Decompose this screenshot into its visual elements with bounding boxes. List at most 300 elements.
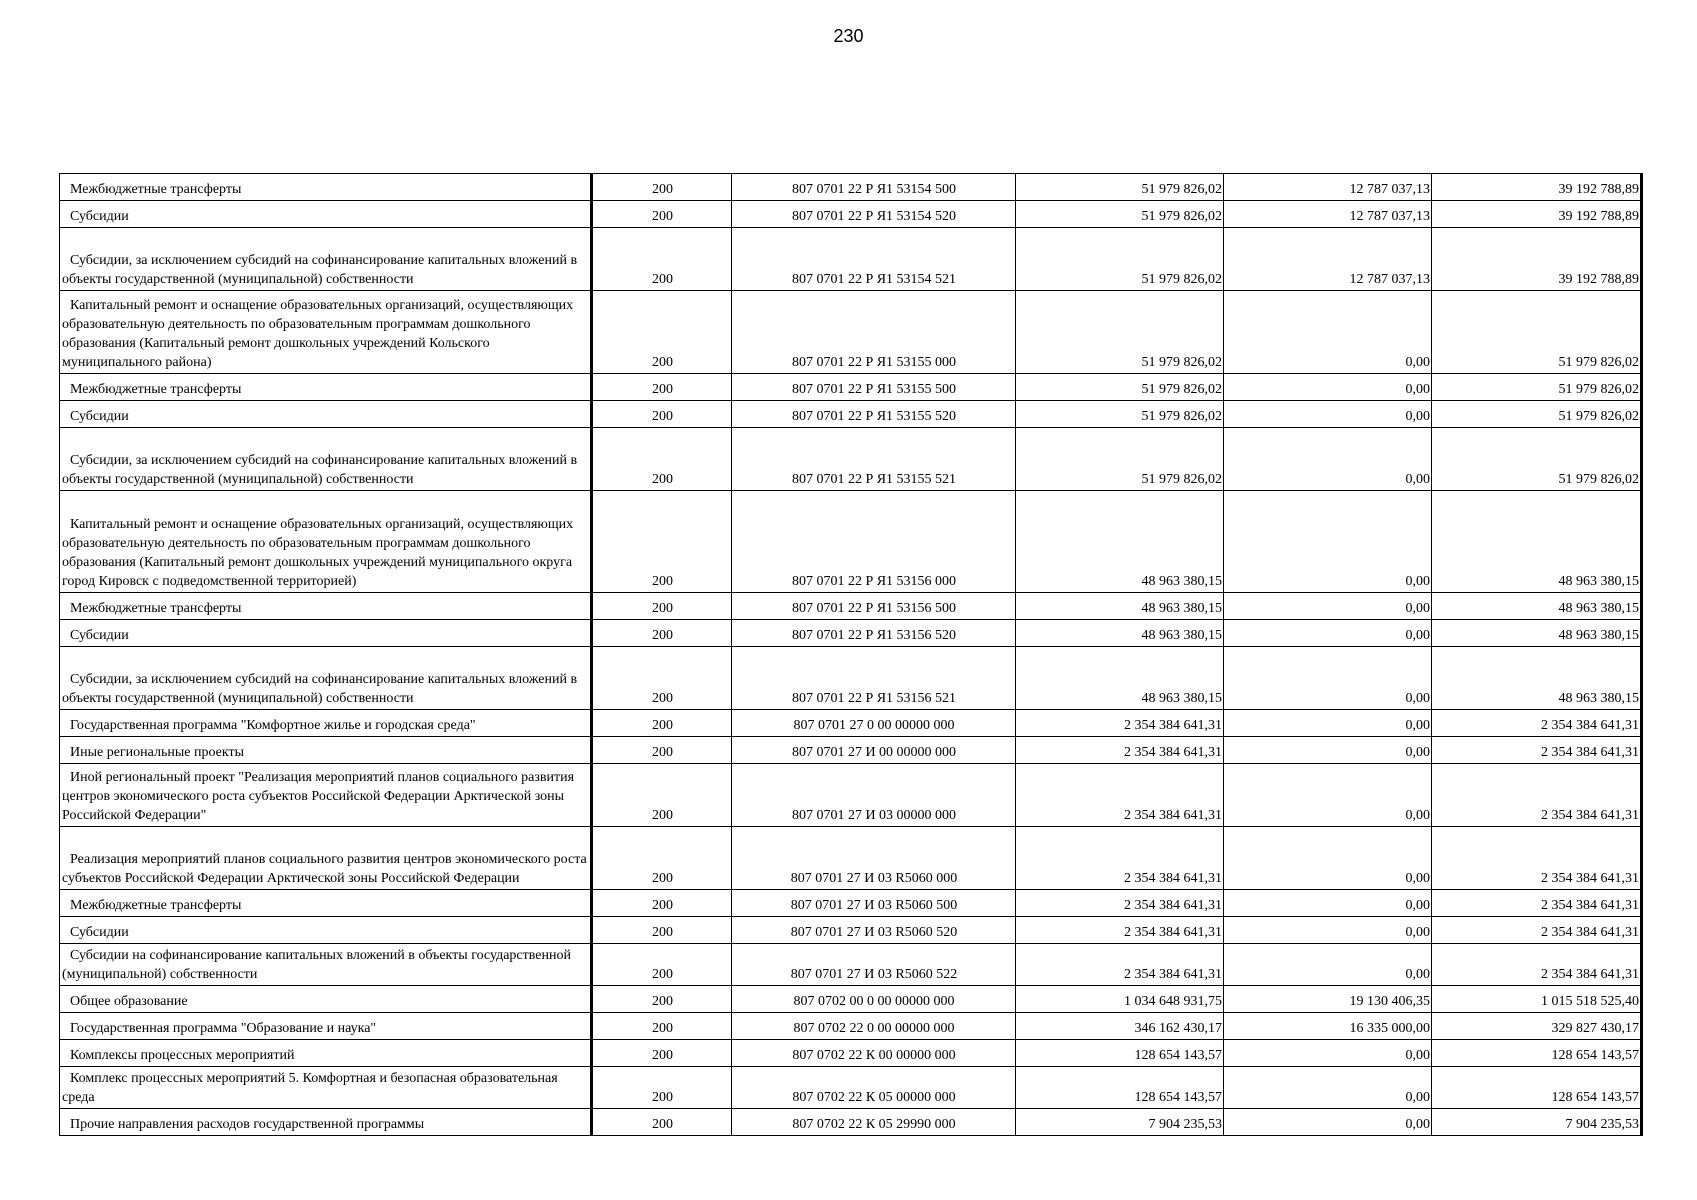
row-code-cell — [592, 201, 732, 228]
row-classification-code: 807 0701 22 Р Я1 53154 521 — [791, 272, 957, 287]
row-name: Субсидии — [70, 925, 129, 940]
row-amount-total: 2 354 384 641,31 — [1124, 808, 1222, 823]
row-classification-code: 807 0702 22 0 00 00000 000 — [793, 1021, 955, 1036]
row-code: 200 — [652, 1117, 673, 1132]
row-amount-third: 2 354 384 641,31 — [1541, 718, 1639, 733]
row-classification-code-cell — [732, 890, 1016, 917]
row-code: 200 — [652, 808, 673, 823]
row-amount-second-cell — [1224, 737, 1432, 764]
table-row — [60, 917, 1642, 944]
row-classification-code: 807 0701 22 Р Я1 53156 521 — [791, 691, 957, 706]
row-classification-code: 807 0701 22 Р Я1 53155 520 — [791, 409, 957, 424]
row-classification-code-cell — [732, 944, 1016, 986]
row-amount-second-cell — [1224, 827, 1432, 890]
row-amount-third: 2 354 384 641,31 — [1541, 925, 1639, 940]
table-row — [60, 291, 1642, 374]
row-name-cell — [60, 428, 592, 491]
table-row — [60, 764, 1642, 827]
row-classification-code: 807 0702 22 К 05 00000 000 — [792, 1090, 956, 1105]
row-amount-third-cell — [1432, 401, 1642, 428]
row-name: Иной региональный проект "Реализация мероприятий планов социального развития центров экономического роста субъектов Российской Федерации Арктической зоны Российской Федерации" — [62, 770, 575, 823]
row-amount-second-cell — [1224, 647, 1432, 710]
row-name-cell — [60, 228, 592, 291]
row-code: 200 — [652, 871, 673, 886]
row-amount-third-cell — [1432, 1013, 1642, 1040]
row-amount-third-cell — [1432, 593, 1642, 620]
row-name-cell — [60, 374, 592, 401]
row-name-cell — [60, 401, 592, 428]
row-classification-code-cell — [732, 986, 1016, 1013]
row-amount-third-cell — [1432, 174, 1642, 201]
row-classification-code-cell — [732, 1109, 1016, 1136]
table-row — [60, 647, 1642, 710]
row-classification-code: 807 0701 22 Р Я1 53155 500 — [791, 382, 957, 397]
row-classification-code-cell — [732, 174, 1016, 201]
row-name-cell — [60, 917, 592, 944]
row-amount-second: 0,00 — [1405, 1090, 1430, 1105]
table-row — [60, 201, 1642, 228]
row-amount-second-cell — [1224, 620, 1432, 647]
row-amount-third-cell — [1432, 291, 1642, 374]
row-code: 200 — [652, 745, 673, 760]
row-amount-third: 51 979 826,02 — [1558, 409, 1639, 424]
row-amount-total: 51 979 826,02 — [1141, 409, 1222, 424]
row-classification-code: 807 0701 22 Р Я1 53156 000 — [791, 574, 957, 589]
row-name: Капитальный ремонт и оснащение образовательных организаций, осуществляющих образовательную деятельность по образовательным программам дошкольного образования (Капитальный ремонт дошкольных учреждений Кольского муниципального района) — [62, 298, 574, 370]
row-amount-total-cell — [1016, 1040, 1224, 1067]
row-amount-second-cell — [1224, 986, 1432, 1013]
row-classification-code-cell — [732, 737, 1016, 764]
row-code-cell — [592, 428, 732, 491]
row-amount-total-cell — [1016, 890, 1224, 917]
row-name: Субсидии, за исключением субсидий на софинансирование капитальных вложений в объекты государственной (муниципальной) собственности — [62, 253, 578, 287]
row-amount-total-cell — [1016, 174, 1224, 201]
row-code-cell — [592, 986, 732, 1013]
row-name: Иные региональные проекты — [70, 745, 245, 760]
row-amount-total: 2 354 384 641,31 — [1124, 871, 1222, 886]
row-name-cell — [60, 201, 592, 228]
row-amount-second-cell — [1224, 428, 1432, 491]
row-amount-total: 51 979 826,02 — [1141, 209, 1222, 224]
row-amount-second-cell — [1224, 710, 1432, 737]
row-name-cell — [60, 291, 592, 374]
row-amount-second-cell — [1224, 228, 1432, 291]
row-amount-second: 19 130 406,35 — [1349, 994, 1430, 1009]
row-amount-second: 0,00 — [1405, 808, 1430, 823]
row-name: Субсидии — [70, 628, 129, 643]
row-amount-third-cell — [1432, 737, 1642, 764]
row-classification-code-cell — [732, 428, 1016, 491]
row-amount-second-cell — [1224, 890, 1432, 917]
row-name: Межбюджетные трансферты — [70, 182, 242, 197]
row-code-cell — [592, 737, 732, 764]
row-name: Межбюджетные трансферты — [70, 601, 242, 616]
table-row — [60, 428, 1642, 491]
row-amount-second: 0,00 — [1405, 601, 1430, 616]
row-amount-third: 39 192 788,89 — [1558, 272, 1639, 287]
row-amount-total-cell — [1016, 986, 1224, 1013]
row-amount-second-cell — [1224, 491, 1432, 593]
row-code: 200 — [652, 601, 673, 616]
row-amount-third: 329 827 430,17 — [1551, 1021, 1639, 1036]
row-amount-second-cell — [1224, 374, 1432, 401]
row-amount-third-cell — [1432, 647, 1642, 710]
row-code-cell — [592, 491, 732, 593]
row-amount-third-cell — [1432, 1067, 1642, 1109]
row-amount-total: 2 354 384 641,31 — [1124, 967, 1222, 982]
page-number: 230 — [833, 26, 864, 46]
row-amount-total-cell — [1016, 428, 1224, 491]
row-amount-third-cell — [1432, 986, 1642, 1013]
row-amount-third: 39 192 788,89 — [1558, 209, 1639, 224]
row-amount-second-cell — [1224, 593, 1432, 620]
row-classification-code-cell — [732, 917, 1016, 944]
row-name: Субсидии — [70, 409, 129, 424]
row-amount-second: 0,00 — [1405, 409, 1430, 424]
row-amount-third-cell — [1432, 428, 1642, 491]
row-amount-total: 48 963 380,15 — [1141, 628, 1222, 643]
row-amount-total-cell — [1016, 1109, 1224, 1136]
row-code-cell — [592, 710, 732, 737]
row-amount-second: 0,00 — [1405, 871, 1430, 886]
row-amount-total-cell — [1016, 737, 1224, 764]
row-name-cell — [60, 593, 592, 620]
row-amount-second: 0,00 — [1405, 925, 1430, 940]
row-code-cell — [592, 401, 732, 428]
row-code: 200 — [652, 628, 673, 643]
table-row — [60, 593, 1642, 620]
row-name: Субсидии на софинансирование капитальных вложений в объекты государственной (муниципальной) собственности — [62, 948, 571, 982]
row-amount-third: 7 904 235,53 — [1565, 1117, 1639, 1132]
row-amount-second-cell — [1224, 401, 1432, 428]
row-code-cell — [592, 174, 732, 201]
row-amount-third-cell — [1432, 827, 1642, 890]
budget-table-body — [60, 174, 1642, 1136]
row-amount-total: 51 979 826,02 — [1141, 182, 1222, 197]
row-amount-total-cell — [1016, 647, 1224, 710]
row-amount-second-cell — [1224, 291, 1432, 374]
row-amount-third-cell — [1432, 1040, 1642, 1067]
row-amount-second-cell — [1224, 174, 1432, 201]
row-amount-third: 51 979 826,02 — [1558, 382, 1639, 397]
table-row — [60, 620, 1642, 647]
row-code: 200 — [652, 1021, 673, 1036]
row-amount-second: 0,00 — [1405, 574, 1430, 589]
row-amount-total: 48 963 380,15 — [1141, 574, 1222, 589]
row-classification-code-cell — [732, 291, 1016, 374]
row-amount-total: 51 979 826,02 — [1141, 355, 1222, 370]
row-amount-total-cell — [1016, 917, 1224, 944]
row-amount-total-cell — [1016, 401, 1224, 428]
row-name-cell — [60, 620, 592, 647]
row-amount-second-cell — [1224, 944, 1432, 986]
row-amount-total: 48 963 380,15 — [1141, 601, 1222, 616]
row-amount-third: 51 979 826,02 — [1558, 472, 1639, 487]
row-amount-third-cell — [1432, 1109, 1642, 1136]
row-code: 200 — [652, 382, 673, 397]
row-classification-code: 807 0701 27 И 03 R5060 000 — [790, 871, 958, 886]
row-code: 200 — [652, 898, 673, 913]
row-amount-total-cell — [1016, 944, 1224, 986]
row-amount-total-cell — [1016, 764, 1224, 827]
row-code-cell — [592, 291, 732, 374]
row-code-cell — [592, 917, 732, 944]
row-code: 200 — [652, 1048, 673, 1063]
row-code-cell — [592, 620, 732, 647]
row-amount-third-cell — [1432, 917, 1642, 944]
row-amount-total: 346 162 430,17 — [1134, 1021, 1222, 1036]
row-code-cell — [592, 1013, 732, 1040]
row-classification-code: 807 0701 22 Р Я1 53155 000 — [791, 355, 957, 370]
row-name: Комплексы процессных мероприятий — [70, 1048, 295, 1063]
row-amount-third-cell — [1432, 374, 1642, 401]
row-amount-third-cell — [1432, 620, 1642, 647]
row-amount-second-cell — [1224, 201, 1432, 228]
row-amount-third: 48 963 380,15 — [1558, 691, 1639, 706]
row-classification-code-cell — [732, 374, 1016, 401]
row-amount-third-cell — [1432, 710, 1642, 737]
row-name: Комплекс процессных мероприятий 5. Комфортная и безопасная образовательная среда — [62, 1071, 558, 1105]
row-classification-code: 807 0702 22 К 05 29990 000 — [792, 1117, 956, 1132]
row-amount-second-cell — [1224, 764, 1432, 827]
row-amount-total: 128 654 143,57 — [1134, 1090, 1222, 1105]
row-classification-code: 807 0701 22 Р Я1 53156 520 — [791, 628, 957, 643]
row-amount-second: 0,00 — [1405, 628, 1430, 643]
row-amount-third: 2 354 384 641,31 — [1541, 745, 1639, 760]
table-row — [60, 374, 1642, 401]
table-row — [60, 228, 1642, 291]
row-amount-total-cell — [1016, 827, 1224, 890]
row-classification-code: 807 0701 22 Р Я1 53156 500 — [791, 601, 957, 616]
row-classification-code-cell — [732, 827, 1016, 890]
row-name: Субсидии — [70, 209, 129, 224]
row-code-cell — [592, 647, 732, 710]
row-code: 200 — [652, 472, 673, 487]
row-name-cell — [60, 174, 592, 201]
row-name: Общее образование — [70, 994, 188, 1009]
row-code: 200 — [652, 967, 673, 982]
row-amount-second-cell — [1224, 917, 1432, 944]
row-amount-total-cell — [1016, 710, 1224, 737]
row-name-cell — [60, 647, 592, 710]
row-code-cell — [592, 1109, 732, 1136]
row-amount-second: 0,00 — [1405, 718, 1430, 733]
row-amount-second-cell — [1224, 1109, 1432, 1136]
row-amount-total-cell — [1016, 620, 1224, 647]
table-row — [60, 827, 1642, 890]
row-classification-code-cell — [732, 201, 1016, 228]
row-amount-third: 2 354 384 641,31 — [1541, 808, 1639, 823]
row-name: Реализация мероприятий планов социального развития центров экономического роста субъектов Российской Федерации Арктической зоны Российской Федерации — [62, 852, 587, 886]
table-row — [60, 737, 1642, 764]
row-amount-total: 2 354 384 641,31 — [1124, 925, 1222, 940]
row-classification-code: 807 0702 00 0 00 00000 000 — [793, 994, 955, 1009]
row-classification-code-cell — [732, 1013, 1016, 1040]
row-amount-total: 51 979 826,02 — [1141, 272, 1222, 287]
row-amount-third: 48 963 380,15 — [1558, 601, 1639, 616]
row-classification-code: 807 0701 27 И 00 00000 000 — [791, 745, 957, 760]
row-code-cell — [592, 890, 732, 917]
row-code: 200 — [652, 409, 673, 424]
row-classification-code-cell — [732, 764, 1016, 827]
row-classification-code: 807 0701 27 И 03 R5060 522 — [790, 967, 958, 982]
row-amount-total: 51 979 826,02 — [1141, 472, 1222, 487]
row-amount-total: 1 034 648 931,75 — [1124, 994, 1222, 1009]
row-code: 200 — [652, 182, 673, 197]
table-row — [60, 986, 1642, 1013]
row-amount-total: 51 979 826,02 — [1141, 382, 1222, 397]
row-amount-total: 2 354 384 641,31 — [1124, 745, 1222, 760]
row-amount-third: 48 963 380,15 — [1558, 628, 1639, 643]
row-name: Межбюджетные трансферты — [70, 382, 242, 397]
row-amount-third-cell — [1432, 491, 1642, 593]
row-classification-code-cell — [732, 1067, 1016, 1109]
row-name-cell — [60, 986, 592, 1013]
row-amount-third: 48 963 380,15 — [1558, 574, 1639, 589]
row-amount-second: 0,00 — [1405, 382, 1430, 397]
row-amount-second-cell — [1224, 1013, 1432, 1040]
table-row — [60, 1013, 1642, 1040]
table-row — [60, 1067, 1642, 1109]
row-code: 200 — [652, 355, 673, 370]
row-classification-code-cell — [732, 710, 1016, 737]
row-name-cell — [60, 1040, 592, 1067]
row-amount-third: 1 015 518 525,40 — [1541, 994, 1639, 1009]
row-amount-third-cell — [1432, 201, 1642, 228]
row-amount-third: 51 979 826,02 — [1558, 355, 1639, 370]
row-name: Государственная программа "Образование и наука" — [70, 1021, 377, 1036]
table-row — [60, 710, 1642, 737]
row-code-cell — [592, 228, 732, 291]
row-amount-second: 0,00 — [1405, 967, 1430, 982]
row-classification-code-cell — [732, 228, 1016, 291]
row-name-cell — [60, 737, 592, 764]
row-classification-code: 807 0701 27 И 03 R5060 520 — [790, 925, 958, 940]
row-name: Субсидии, за исключением субсидий на софинансирование капитальных вложений в объекты государственной (муниципальной) собственности — [62, 453, 578, 487]
row-amount-second: 12 787 037,13 — [1349, 209, 1430, 224]
row-name: Субсидии, за исключением субсидий на софинансирование капитальных вложений в объекты государственной (муниципальной) собственности — [62, 672, 578, 706]
row-classification-code: 807 0702 22 К 00 00000 000 — [792, 1048, 956, 1063]
row-code: 200 — [652, 1090, 673, 1105]
budget-table — [59, 173, 1643, 1136]
row-name: Прочие направления расходов государственной программы — [70, 1117, 425, 1132]
row-name-cell — [60, 491, 592, 593]
row-name-cell — [60, 890, 592, 917]
row-code-cell — [592, 764, 732, 827]
row-amount-total-cell — [1016, 491, 1224, 593]
table-row — [60, 1109, 1642, 1136]
row-amount-total-cell — [1016, 374, 1224, 401]
row-amount-second: 12 787 037,13 — [1349, 182, 1430, 197]
row-classification-code: 807 0701 22 Р Я1 53155 521 — [791, 472, 957, 487]
row-name: Капитальный ремонт и оснащение образовательных организаций, осуществляющих образовательную деятельность по образовательным программам дошкольного образования (Капитальный ремонт дошкольных учреждений муниципального округа город Кировск с подведомственной территорией) — [62, 517, 574, 589]
row-classification-code-cell — [732, 491, 1016, 593]
row-code-cell — [592, 1040, 732, 1067]
row-name: Межбюджетные трансферты — [70, 898, 242, 913]
row-amount-total-cell — [1016, 201, 1224, 228]
row-classification-code: 807 0701 27 0 00 00000 000 — [793, 718, 955, 733]
row-amount-second: 0,00 — [1405, 1117, 1430, 1132]
row-classification-code-cell — [732, 401, 1016, 428]
row-amount-third-cell — [1432, 228, 1642, 291]
row-amount-third-cell — [1432, 764, 1642, 827]
row-amount-total-cell — [1016, 291, 1224, 374]
row-amount-second: 0,00 — [1405, 745, 1430, 760]
row-name: Государственная программа "Комфортное жилье и городская среда" — [70, 718, 476, 733]
table-row — [60, 1040, 1642, 1067]
row-code: 200 — [652, 718, 673, 733]
row-amount-total: 2 354 384 641,31 — [1124, 718, 1222, 733]
row-amount-second: 0,00 — [1405, 691, 1430, 706]
row-code: 200 — [652, 209, 673, 224]
row-name-cell — [60, 944, 592, 986]
row-name-cell — [60, 710, 592, 737]
row-code: 200 — [652, 574, 673, 589]
table-row — [60, 174, 1642, 201]
row-amount-total-cell — [1016, 593, 1224, 620]
row-classification-code: 807 0701 22 Р Я1 53154 500 — [791, 182, 957, 197]
row-amount-total: 7 904 235,53 — [1148, 1117, 1222, 1132]
row-classification-code: 807 0701 22 Р Я1 53154 520 — [791, 209, 957, 224]
row-classification-code: 807 0701 27 И 03 R5060 500 — [790, 898, 958, 913]
row-code: 200 — [652, 925, 673, 940]
row-classification-code-cell — [732, 593, 1016, 620]
row-name-cell — [60, 1013, 592, 1040]
row-amount-second: 16 335 000,00 — [1349, 1021, 1430, 1036]
row-amount-total-cell — [1016, 228, 1224, 291]
row-name-cell — [60, 1109, 592, 1136]
row-classification-code-cell — [732, 620, 1016, 647]
row-amount-third: 2 354 384 641,31 — [1541, 967, 1639, 982]
row-amount-second-cell — [1224, 1067, 1432, 1109]
row-amount-second: 12 787 037,13 — [1349, 272, 1430, 287]
row-code: 200 — [652, 994, 673, 1009]
row-amount-third: 2 354 384 641,31 — [1541, 871, 1639, 886]
row-amount-total: 48 963 380,15 — [1141, 691, 1222, 706]
row-code-cell — [592, 944, 732, 986]
row-amount-third: 128 654 143,57 — [1551, 1048, 1639, 1063]
row-code: 200 — [652, 691, 673, 706]
table-row — [60, 944, 1642, 986]
row-code-cell — [592, 1067, 732, 1109]
row-amount-second: 0,00 — [1405, 472, 1430, 487]
row-name-cell — [60, 1067, 592, 1109]
row-amount-second-cell — [1224, 1040, 1432, 1067]
row-code-cell — [592, 827, 732, 890]
table-row — [60, 491, 1642, 593]
row-amount-third: 39 192 788,89 — [1558, 182, 1639, 197]
row-code-cell — [592, 374, 732, 401]
row-amount-second: 0,00 — [1405, 355, 1430, 370]
row-amount-third-cell — [1432, 944, 1642, 986]
row-name-cell — [60, 764, 592, 827]
row-name-cell — [60, 827, 592, 890]
row-amount-third: 2 354 384 641,31 — [1541, 898, 1639, 913]
row-amount-second: 0,00 — [1405, 1048, 1430, 1063]
row-classification-code-cell — [732, 1040, 1016, 1067]
row-amount-total: 128 654 143,57 — [1134, 1048, 1222, 1063]
row-classification-code-cell — [732, 647, 1016, 710]
row-code-cell — [592, 593, 732, 620]
row-amount-total-cell — [1016, 1013, 1224, 1040]
row-amount-third-cell — [1432, 890, 1642, 917]
row-amount-total: 2 354 384 641,31 — [1124, 898, 1222, 913]
row-classification-code: 807 0701 27 И 03 00000 000 — [791, 808, 957, 823]
table-row — [60, 401, 1642, 428]
row-amount-third: 128 654 143,57 — [1551, 1090, 1639, 1105]
row-amount-total-cell — [1016, 1067, 1224, 1109]
table-row — [60, 890, 1642, 917]
